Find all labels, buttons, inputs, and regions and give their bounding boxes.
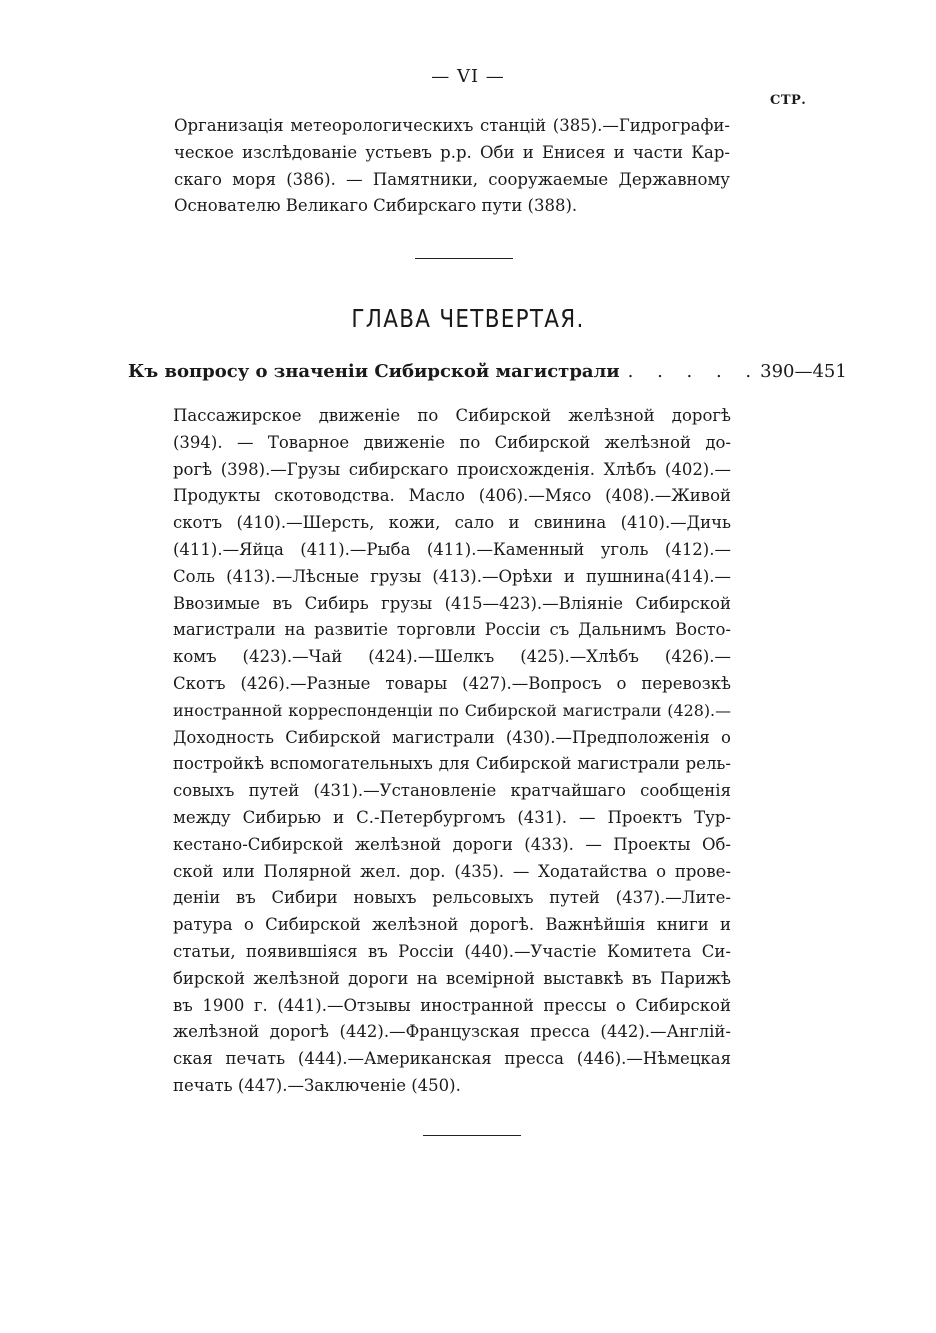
summary-line: Скотъ (426).—Разные товары (427).—Вопросъ о перевозкѣ <box>173 673 731 693</box>
summary-line: бирской желѣзной дороги на всемірной выставкѣ въ Парижѣ <box>173 968 731 988</box>
summary-line: Продукты скотоводства. Масло (406).—Мясо (408).—Живой <box>173 486 731 506</box>
summary-line: деніи въ Сибири новыхъ рельсовыхъ путей (437).—Лите- <box>173 888 731 908</box>
previous-chapter-summary <box>174 113 730 220</box>
summary-line: (411).—Яйца (411).—Рыба (411).—Каменный уголь (412).— <box>173 539 731 559</box>
summary-line: Ввозимые въ Сибирь грузы (415—423).—Вліяніе Сибирской <box>173 593 731 613</box>
summary-line: скаго моря (386). — Памятники, сооружаемые Державному <box>174 169 730 189</box>
summary-line: ратура о Сибирской желѣзной дорогѣ. Важнѣйшія книги и <box>173 915 731 935</box>
summary-line: статьи, появившіяся въ Россіи (440).—Участіе Комитета Си- <box>173 941 731 961</box>
chapter-summary <box>173 403 731 1100</box>
chapter-title: Къ вопросу о значеніи Сибирской магистрали <box>128 361 620 382</box>
page-number: — VI — <box>431 66 505 87</box>
summary-line: иностранной корреспонденціи по Сибирской магистрали (428).— <box>173 700 731 720</box>
summary-line: магистрали на развитіе торговли Россіи съ Дальнимъ Восто- <box>173 620 731 640</box>
summary-line: постройкѣ вспомогательныхъ для Сибирской магистрали рель- <box>173 754 731 774</box>
summary-line: Основателю Великаго Сибирскаго пути (388). <box>174 196 578 216</box>
summary-line: (394). — Товарное движеніе по Сибирской желѣзной до- <box>173 432 731 452</box>
toc-dot-leader: . . . . . <box>627 361 761 382</box>
chapter-heading: ГЛАВА ЧЕТВЕРТАЯ. <box>351 304 585 333</box>
toc-entry <box>128 359 847 385</box>
summary-line: рогѣ (398).—Грузы сибирскаго происхожденія. Хлѣбъ (402).— <box>173 459 731 479</box>
summary-line: совыхъ путей (431).—Установленіе кратчайшаго сообщенія <box>173 781 731 801</box>
summary-line: кестано-Сибирской желѣзной дороги (433). — Проекты Об- <box>173 834 731 854</box>
section-divider <box>423 1135 521 1136</box>
summary-line: ская печать (444).—Американская пресса (446).—Нѣмецкая <box>173 1049 731 1069</box>
summary-line: Организація метеорологическихъ станцій (385).—Гидрографи- <box>174 116 730 135</box>
section-divider <box>415 258 513 259</box>
summary-line: ческое изслѣдованіе устьевъ р.р. Оби и Енисея и части Кар- <box>174 142 730 162</box>
summary-line: печать (447).—Заключеніе (450). <box>173 1075 461 1095</box>
summary-line: Пассажирское движеніе по Сибирской желѣзной дорогѣ <box>173 406 731 425</box>
page-column-label: СТР. <box>770 93 807 108</box>
summary-line: скотъ (410).—Шерсть, кожи, сало и свинина (410).—Дичь <box>173 513 731 533</box>
summary-line: Доходность Сибирской магистрали (430).—Предположенія о <box>173 727 731 747</box>
chapter-page-range: 390—451 <box>760 361 847 382</box>
summary-line: комъ (423).—Чай (424).—Шелкъ (425).—Хлѣбъ (426).— <box>173 647 731 667</box>
summary-line: желѣзной дорогѣ (442).—Французская пресса (442).—Англій- <box>173 1022 731 1042</box>
summary-line: Соль (413).—Лѣсные грузы (413).—Орѣхи и пушнина(414).— <box>173 566 731 586</box>
summary-line: въ 1900 г. (441).—Отзывы иностранной прессы о Сибирской <box>173 995 731 1015</box>
summary-line: ской или Полярной жел. дор. (435). — Ходатайства о прове- <box>173 861 731 881</box>
summary-line: между Сибирью и С.-Петербургомъ (431). — Проектъ Тур- <box>173 807 731 827</box>
